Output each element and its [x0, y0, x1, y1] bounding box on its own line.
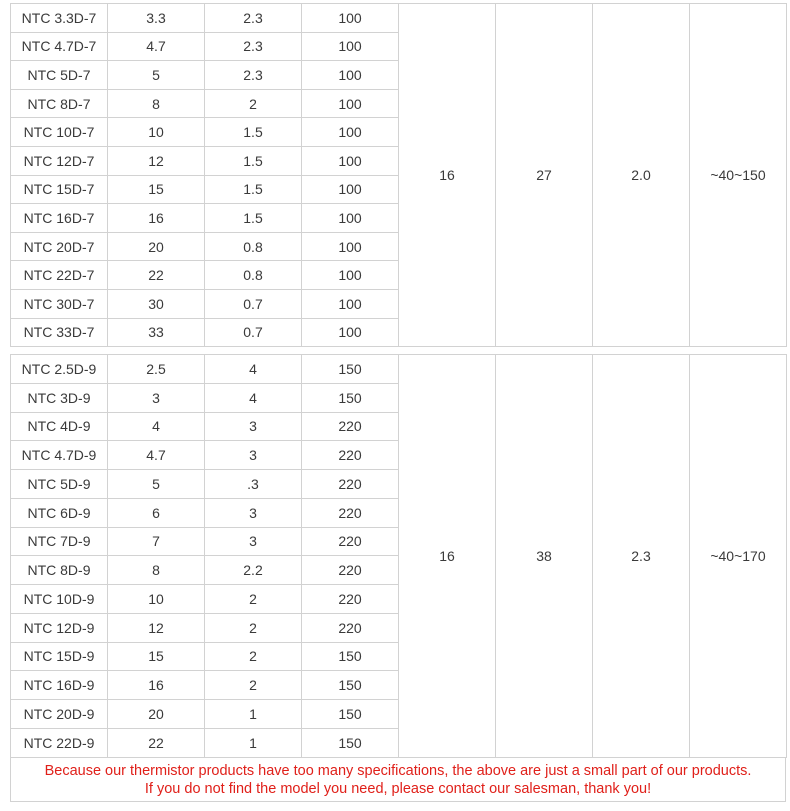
value-cell: 150	[302, 355, 399, 384]
value-cell: 2.3	[205, 32, 302, 61]
value-cell: 4.7	[108, 441, 205, 470]
value-cell: 16	[108, 671, 205, 700]
value-cell: 220	[302, 585, 399, 614]
value-cell: 3	[205, 441, 302, 470]
model-cell: NTC 8D-7	[11, 89, 108, 118]
value-cell: 220	[302, 412, 399, 441]
shared-value-cell: ~40~150	[690, 4, 787, 347]
model-cell: NTC 8D-9	[11, 556, 108, 585]
model-cell: NTC 5D-7	[11, 61, 108, 90]
value-cell: 2	[205, 585, 302, 614]
value-cell: 100	[302, 89, 399, 118]
model-cell: NTC 10D-9	[11, 585, 108, 614]
model-cell: NTC 2.5D-9	[11, 355, 108, 384]
model-cell: NTC 12D-7	[11, 146, 108, 175]
value-cell: 150	[302, 671, 399, 700]
spec-table-d7	[10, 3, 787, 347]
model-cell: NTC 33D-7	[11, 318, 108, 347]
value-cell: 100	[302, 61, 399, 90]
model-cell: NTC 30D-7	[11, 289, 108, 318]
model-cell: NTC 20D-7	[11, 232, 108, 261]
value-cell: 100	[302, 232, 399, 261]
value-cell: 22	[108, 261, 205, 290]
shared-value-cell: 27	[496, 4, 593, 347]
value-cell: 100	[302, 32, 399, 61]
value-cell: 7	[108, 527, 205, 556]
model-cell: NTC 5D-9	[11, 470, 108, 499]
value-cell: 220	[302, 441, 399, 470]
value-cell: 4	[205, 383, 302, 412]
value-cell: 100	[302, 4, 399, 33]
shared-value-cell: 2.3	[593, 355, 690, 758]
model-cell: NTC 4.7D-9	[11, 441, 108, 470]
value-cell: 6	[108, 498, 205, 527]
shared-value-cell: ~40~170	[690, 355, 787, 758]
value-cell: 0.8	[205, 261, 302, 290]
model-cell: NTC 22D-7	[11, 261, 108, 290]
model-cell: NTC 6D-9	[11, 498, 108, 527]
value-cell: 2.5	[108, 355, 205, 384]
value-cell: 100	[302, 175, 399, 204]
value-cell: 12	[108, 146, 205, 175]
value-cell: 1.5	[205, 118, 302, 147]
value-cell: 3	[205, 498, 302, 527]
value-cell: 220	[302, 498, 399, 527]
value-cell: 220	[302, 613, 399, 642]
spec-table-d9-body	[11, 355, 787, 758]
model-cell: NTC 15D-7	[11, 175, 108, 204]
model-cell: NTC 22D-9	[11, 728, 108, 757]
value-cell: 220	[302, 470, 399, 499]
value-cell: 2.3	[205, 4, 302, 33]
value-cell: 2	[205, 613, 302, 642]
value-cell: 3	[108, 383, 205, 412]
value-cell: 22	[108, 728, 205, 757]
value-cell: 2	[205, 671, 302, 700]
value-cell: 1.5	[205, 204, 302, 233]
value-cell: 100	[302, 261, 399, 290]
model-cell: NTC 16D-7	[11, 204, 108, 233]
model-cell: NTC 10D-7	[11, 118, 108, 147]
value-cell: 8	[108, 89, 205, 118]
value-cell: 12	[108, 613, 205, 642]
model-cell: NTC 3D-9	[11, 383, 108, 412]
value-cell: 3	[205, 412, 302, 441]
contact-note-line-2: If you do not find the model you need, please contact our salesman, thank you!	[144, 781, 652, 797]
value-cell: 1.5	[205, 175, 302, 204]
table-row	[11, 355, 787, 384]
value-cell: 15	[108, 642, 205, 671]
value-cell: 100	[302, 289, 399, 318]
spec-table-d7-body	[11, 4, 787, 347]
value-cell: 0.7	[205, 318, 302, 347]
value-cell: 5	[108, 61, 205, 90]
value-cell: 10	[108, 585, 205, 614]
model-cell: NTC 3.3D-7	[11, 4, 108, 33]
value-cell: 4	[205, 355, 302, 384]
value-cell: 3	[205, 527, 302, 556]
value-cell: .3	[205, 470, 302, 499]
value-cell: 5	[108, 470, 205, 499]
value-cell: 3.3	[108, 4, 205, 33]
spec-table-d9	[10, 354, 787, 758]
model-cell: NTC 7D-9	[11, 527, 108, 556]
shared-value-cell: 38	[496, 355, 593, 758]
value-cell: 4	[108, 412, 205, 441]
value-cell: 220	[302, 527, 399, 556]
shared-value-cell: 16	[399, 355, 496, 758]
value-cell: 1	[205, 700, 302, 729]
value-cell: 0.7	[205, 289, 302, 318]
model-cell: NTC 12D-9	[11, 613, 108, 642]
value-cell: 100	[302, 118, 399, 147]
value-cell: 2	[205, 89, 302, 118]
value-cell: 30	[108, 289, 205, 318]
value-cell: 15	[108, 175, 205, 204]
model-cell: NTC 4D-9	[11, 412, 108, 441]
table-row	[11, 4, 787, 33]
value-cell: 8	[108, 556, 205, 585]
value-cell: 4.7	[108, 32, 205, 61]
value-cell: 0.8	[205, 232, 302, 261]
value-cell: 20	[108, 232, 205, 261]
value-cell: 100	[302, 204, 399, 233]
value-cell: 150	[302, 728, 399, 757]
value-cell: 1	[205, 728, 302, 757]
value-cell: 1.5	[205, 146, 302, 175]
value-cell: 16	[108, 204, 205, 233]
contact-note-line-1: Because our thermistor products have too many specifications, the above are just a small part of our products.	[44, 763, 752, 779]
value-cell: 150	[302, 700, 399, 729]
model-cell: NTC 20D-9	[11, 700, 108, 729]
shared-value-cell: 2.0	[593, 4, 690, 347]
value-cell: 150	[302, 642, 399, 671]
model-cell: NTC 15D-9	[11, 642, 108, 671]
value-cell: 220	[302, 556, 399, 585]
model-cell: NTC 4.7D-7	[11, 32, 108, 61]
shared-value-cell: 16	[399, 4, 496, 347]
value-cell: 2.2	[205, 556, 302, 585]
model-cell: NTC 16D-9	[11, 671, 108, 700]
value-cell: 20	[108, 700, 205, 729]
contact-note	[10, 757, 786, 802]
value-cell: 33	[108, 318, 205, 347]
value-cell: 100	[302, 146, 399, 175]
value-cell: 150	[302, 383, 399, 412]
value-cell: 2.3	[205, 61, 302, 90]
value-cell: 100	[302, 318, 399, 347]
value-cell: 10	[108, 118, 205, 147]
value-cell: 2	[205, 642, 302, 671]
